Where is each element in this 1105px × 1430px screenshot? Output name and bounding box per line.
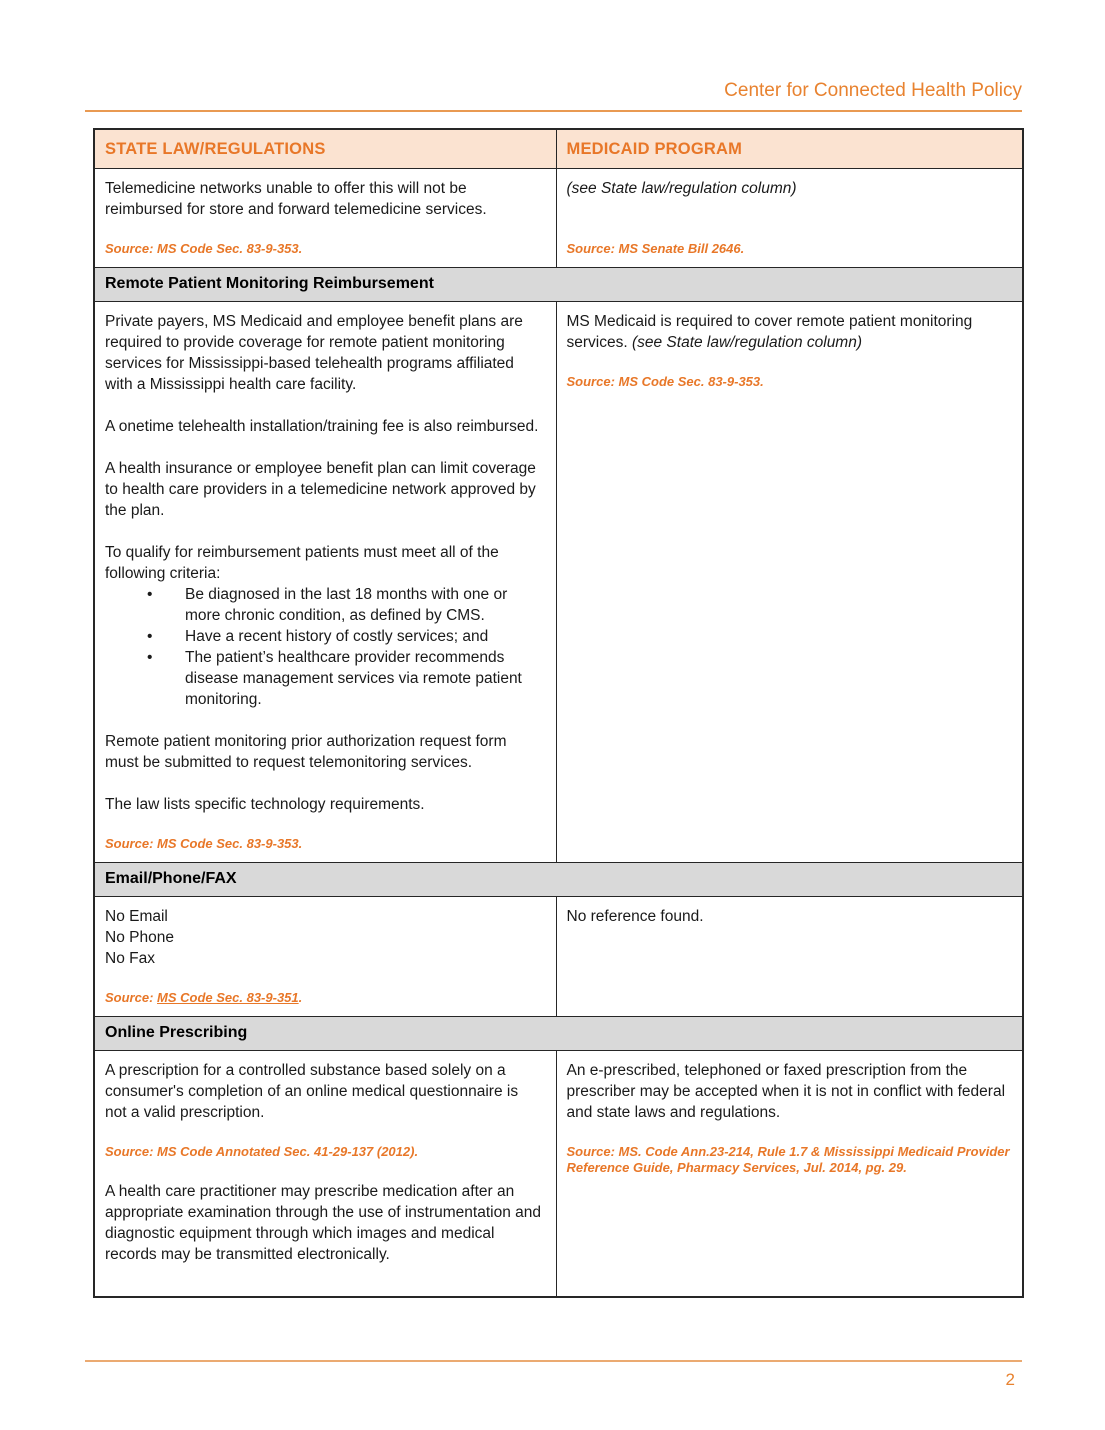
source-citation: Source: MS Code Sec. 83-9-353. xyxy=(105,241,303,256)
body-text: A health care practitioner may prescribe medication after an appropriate examination through the use of instrumentation and diagnostic equipment through which images and medical records may be transmitted electronically. xyxy=(105,1183,542,1263)
section-header-row xyxy=(94,1017,1023,1051)
source-citation: Source: MS Code Annotated Sec. 41-29-137 (2012). xyxy=(105,1144,419,1159)
page-number: 2 xyxy=(1005,1370,1015,1389)
footer-divider-rule xyxy=(85,1360,1022,1362)
rpm-medicaid-cell xyxy=(556,302,1023,863)
section-header-remote-patient-monitoring: Remote Patient Monitoring Reimbursement xyxy=(94,268,1023,302)
body-text: No reference found. xyxy=(566,908,704,925)
store-forward-medicaid-cell xyxy=(556,169,1023,268)
table-header-row xyxy=(94,129,1023,169)
body-text: A onetime telehealth installation/training fee is also reimbursed. xyxy=(105,418,539,435)
prescribing-state-cell xyxy=(94,1051,556,1298)
column-header-state-law: STATE LAW/REGULATIONS xyxy=(94,129,556,169)
table-row xyxy=(94,1051,1023,1298)
document-header-title: Center for Connected Health Policy xyxy=(724,80,1022,101)
source-citation: Source: MS Code Sec. 83-9-353. xyxy=(566,374,764,389)
body-text: No Fax xyxy=(105,950,155,967)
section-header-email-phone-fax: Email/Phone/FAX xyxy=(94,863,1023,897)
section-header-row xyxy=(94,268,1023,302)
header-divider-rule xyxy=(85,110,1022,112)
section-header-row xyxy=(94,863,1023,897)
column-header-medicaid: MEDICAID PROGRAM xyxy=(556,129,1023,169)
email-medicaid-cell xyxy=(556,897,1023,1017)
table-row xyxy=(94,169,1023,268)
body-text-italic: (see State law/regulation column) xyxy=(631,334,863,351)
body-text: An e-prescribed, telephoned or faxed prescription from the prescriber may be accepted when it is not in conflict with federal and state laws and regulations. xyxy=(566,1062,1006,1121)
body-text: Remote patient monitoring prior authorization request form must be submitted to request telemonitoring services. xyxy=(105,733,507,771)
body-text: To qualify for reimbursement patients must meet all of the following criteria: xyxy=(105,544,499,582)
bullet-item: • The patient’s healthcare provider recommends disease management services via remote patient monitoring. xyxy=(185,647,544,710)
source-citation: Source: MS Senate Bill 2646. xyxy=(566,241,745,256)
source-citation xyxy=(105,990,544,1006)
criteria-bullet-list xyxy=(105,584,544,710)
table-row xyxy=(94,302,1023,863)
source-code-link[interactable]: MS Code Sec. 83-9-351 xyxy=(157,990,299,1005)
email-state-cell xyxy=(94,897,556,1017)
source-suffix: . xyxy=(298,990,303,1005)
body-text: No Email xyxy=(105,908,168,925)
policy-comparison-table xyxy=(93,128,1024,1298)
source-prefix: Source: xyxy=(105,990,158,1005)
body-text: (see State law/regulation column) xyxy=(566,180,797,197)
body-text: A health insurance or employee benefit plan can limit coverage to health care providers in a telemedicine network approved by the plan. xyxy=(105,460,536,519)
source-citation: Source: MS. Code Ann.23-214, Rule 1.7 & Mississippi Medicaid Provider Reference Guide, Pharmacy Services, Jul. 2014, pg. 29. xyxy=(566,1144,1010,1175)
prescribing-medicaid-cell xyxy=(556,1051,1023,1298)
body-text-regular: MS Medicaid is required to cover remote patient monitoring services. xyxy=(566,313,973,351)
body-text: A prescription for a controlled substance based solely on a consumer's completion of an online medical questionnaire is not a valid prescription. xyxy=(105,1062,519,1121)
body-text xyxy=(567,311,1011,353)
store-forward-state-cell xyxy=(94,169,556,268)
bullet-item: • Be diagnosed in the last 18 months with one or more chronic condition, as defined by CMS. xyxy=(185,584,544,626)
table-row xyxy=(94,897,1023,1017)
rpm-state-cell xyxy=(94,302,556,863)
section-header-online-prescribing: Online Prescribing xyxy=(94,1017,1023,1051)
bullet-item: • Have a recent history of costly services; and xyxy=(185,626,544,647)
source-citation: Source: MS Code Sec. 83-9-353. xyxy=(105,836,303,851)
body-text: The law lists specific technology requirements. xyxy=(105,796,425,813)
body-text: No Phone xyxy=(105,929,174,946)
body-text: Private payers, MS Medicaid and employee benefit plans are required to provide coverage for remote patient monitoring services for Mississippi-based telehealth programs affiliated with a Mississippi health care facility. xyxy=(105,313,523,393)
body-text: Telemedicine networks unable to offer this will not be reimbursed for store and forward telemedicine services. xyxy=(105,180,487,218)
